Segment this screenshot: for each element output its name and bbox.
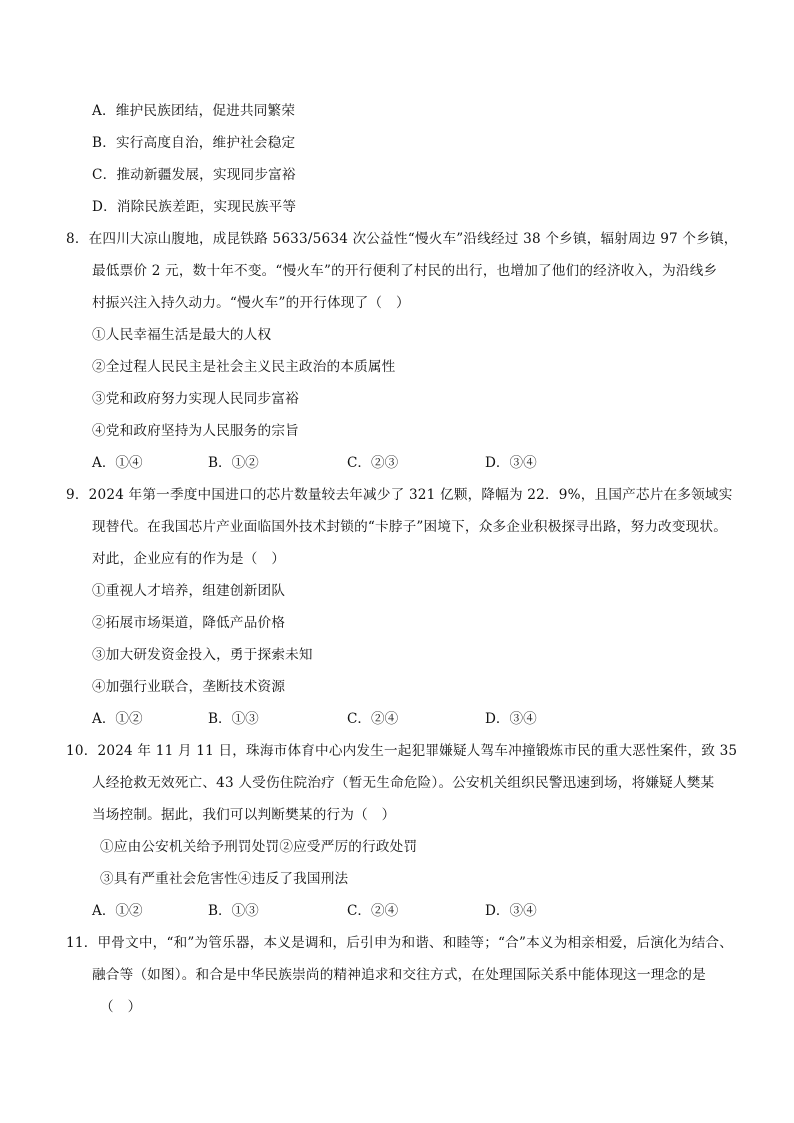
q10-choice-b: B．①③ bbox=[208, 903, 259, 919]
q10-statement-line-2: ③具有严重社会危害性④违反了我国刑法 bbox=[100, 871, 349, 887]
q9-choice-b: B．①③ bbox=[208, 711, 259, 727]
q8-stem-line-3: 村振兴注入持久动力。“慢火车”的开行体现了（ ） bbox=[92, 295, 410, 311]
q10-choice-c: C．②④ bbox=[347, 903, 399, 919]
q8-choice-a: A．①④ bbox=[92, 455, 143, 471]
q9-statement-1: ①重视人才培养，组建创新团队 bbox=[92, 583, 286, 599]
q9-statement-4: ④加强行业联合，垄断技术资源 bbox=[92, 679, 286, 695]
q10-stem-line-1: 10．2024 年 11 月 11 日，珠海市体育中心内发生一起犯罪嫌疑人驾车冲撞锻炼市民的重大恶性案件，致 35 bbox=[66, 743, 738, 759]
q7-option-d: D．消除民族差距，实现民族平等 bbox=[92, 199, 297, 215]
q10-stem-line-2: 人经抢救无效死亡、43 人受伤住院治疗（暂无生命危险）。公安机关组织民警迅速到场，将嫌疑人樊某 bbox=[92, 775, 715, 791]
q9-choice-a: A．①② bbox=[92, 711, 143, 727]
q9-stem-line-3: 对此，企业应有的作为是（ ） bbox=[92, 551, 286, 567]
q9-stem-line-1: 9．2024 年第一季度中国进口的芯片数量较去年减少了 321 亿颗，降幅为 22．9%，且国产芯片在多领域实 bbox=[66, 487, 733, 503]
q8-stem-line-1: 8．在四川大凉山腹地，成昆铁路 5633/5634 次公益性“慢火车”沿线经过 38 个乡镇，辐射周边 97 个乡镇， bbox=[66, 231, 738, 247]
q10-stem-line-3: 当场控制。据此，我们可以判断樊某的行为（ ） bbox=[92, 807, 396, 823]
q11-stem-line-1: 11．甲骨文中，“和”为管乐器，本义是调和，后引申为和谐、和睦等；“合”本义为相亲相爱，后演化为结合、 bbox=[66, 935, 734, 951]
q9-statement-2: ②拓展市场渠道，降低产品价格 bbox=[92, 615, 286, 631]
q9-stem-line-2: 现替代。在我国芯片产业面临国外技术封锁的“卡脖子”困境下，众多企业积极探寻出路，努力改变现状。 bbox=[92, 519, 728, 535]
q8-stem-line-2: 最低票价 2 元，数十年不变。“慢火车”的开行便利了村民的出行，也增加了他们的经济收入，为沿线乡 bbox=[92, 263, 718, 279]
q8-statement-3: ③党和政府努力实现人民同步富裕 bbox=[92, 391, 299, 407]
q9-choices bbox=[92, 710, 592, 728]
q7-option-a: A．维护民族团结，促进共同繁荣 bbox=[92, 103, 296, 119]
q9-choice-d: D．③④ bbox=[485, 711, 537, 727]
q11-stem-line-3: （ ） bbox=[100, 999, 142, 1015]
q7-option-c: C．推动新疆发展，实现同步富裕 bbox=[92, 167, 296, 183]
q9-choice-c: C．②④ bbox=[347, 711, 399, 727]
q8-statement-4: ④党和政府坚持为人民服务的宗旨 bbox=[92, 423, 299, 439]
q10-choice-a: A．①② bbox=[92, 903, 143, 919]
q10-statement-line-1: ①应由公安机关给予刑罚处罚②应受严厉的行政处罚 bbox=[100, 839, 418, 855]
q11-stem-line-2: 融合等（如图）。和合是中华民族崇尚的精神追求和交往方式，在处理国际关系中能体现这一理念的是 bbox=[92, 967, 706, 983]
q8-choice-b: B．①② bbox=[208, 455, 259, 471]
q7-option-b: B．实行高度自治，维护社会稳定 bbox=[92, 135, 296, 151]
q8-choice-c: C．②③ bbox=[347, 455, 399, 471]
q8-statement-1: ①人民幸福生活是最大的人权 bbox=[92, 327, 272, 343]
q8-choice-d: D．③④ bbox=[485, 455, 537, 471]
q9-statement-3: ③加大研发资金投入，勇于探索未知 bbox=[92, 647, 313, 663]
q8-choices bbox=[92, 454, 592, 472]
q8-statement-2: ②全过程人民民主是社会主义民主政治的本质属性 bbox=[92, 359, 396, 375]
q10-choices bbox=[92, 902, 592, 920]
q10-choice-d: D．③④ bbox=[485, 903, 537, 919]
